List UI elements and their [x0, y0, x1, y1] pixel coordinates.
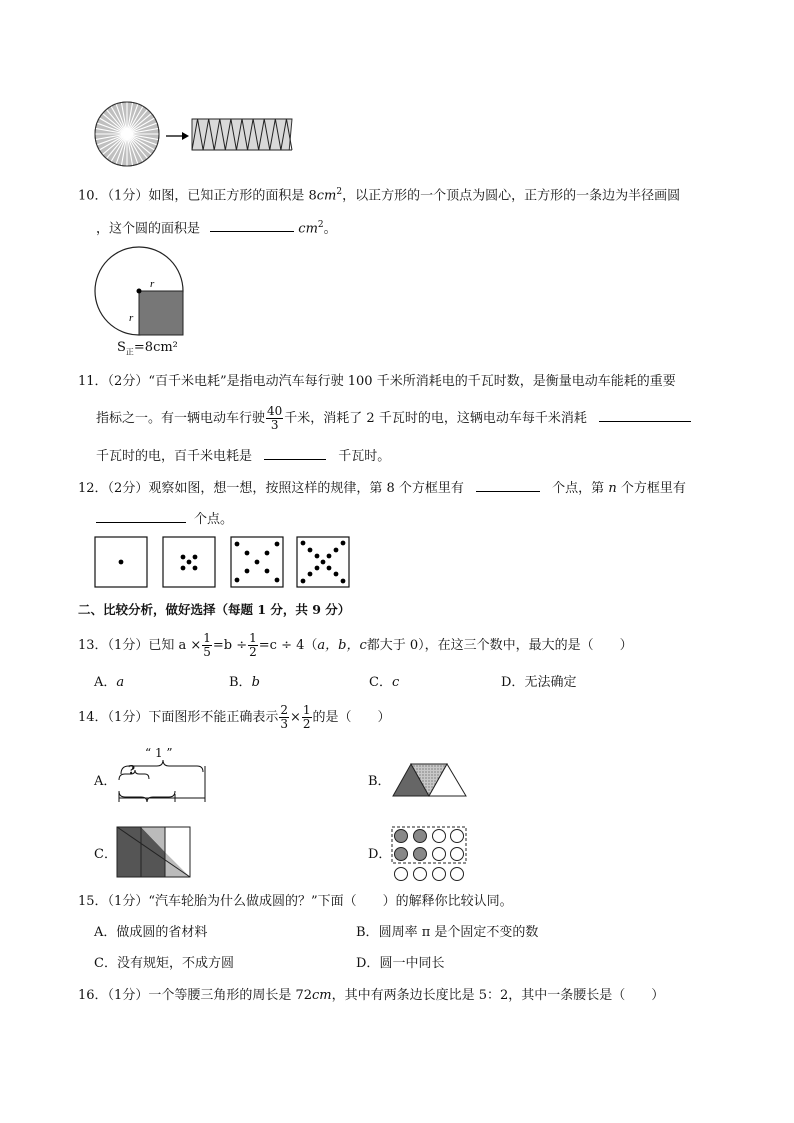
answer-blank[interactable]	[476, 477, 540, 492]
question-10-line1: 10．（1分）如图，已知正方形的面积是 $8cm^2$，以正方形的一个顶点为圆心，正方形的一条边为半径画圆	[78, 187, 681, 204]
answer-blank[interactable]	[210, 217, 294, 232]
question-11-line1: 11．（2分）“百千米电耗”是指电动汽车每行驶 100 千米所消耗电的千瓦时数，是衡量电动车能耗的重要	[78, 374, 676, 389]
radius-label: r	[129, 312, 134, 324]
option-a[interactable]: A．a	[94, 675, 125, 690]
option-d-circles	[391, 826, 471, 884]
fraction: $\frac{2}{3}$	[280, 703, 288, 731]
option-b[interactable]: B．圆周率 π 是个固定不变的数	[356, 925, 539, 940]
whole-label: “ 1 ”	[145, 746, 173, 760]
question-12-line1: 12．（2分）观察如图，想一想，按照这样的规律，第 8 个方框里有 个点，第 n 个方框里有	[78, 477, 686, 498]
question-16-stem: 16．（1分）一个等腰三角形的周长是 72cm，其中有两条边长度比是 5：2，其中一条腰长是（ ）	[78, 988, 665, 1003]
option-b[interactable]: B．	[368, 774, 391, 789]
question-10-line2: ，这个圆的面积是 $cm^2$。	[96, 216, 337, 238]
option-d[interactable]: D．圆一中同长	[356, 956, 445, 971]
option-a[interactable]: A．	[94, 774, 117, 789]
radius-label: r	[150, 278, 155, 290]
option-a-figure	[117, 744, 209, 806]
option-c[interactable]: C．c	[369, 675, 400, 690]
option-d[interactable]: D．无法确定	[501, 675, 577, 690]
circle-rearrange-figure	[92, 98, 297, 170]
segment-braces	[117, 744, 209, 806]
answer-blank[interactable]	[96, 508, 186, 523]
dot-pattern-figure	[94, 536, 350, 590]
question-11-line3: 千瓦时的电，百千米电耗是 千瓦时。	[96, 445, 390, 466]
question-13-stem: 13．（1分）已知 a × $\frac{1}{5}$ =b ÷ $\frac{1}{2}$ =c ÷ 4（a，b，c都大于 0），在这三个数中，最大的是（ ）	[78, 631, 633, 659]
answer-blank[interactable]	[264, 445, 326, 460]
question-11-line2: 指标之一。有一辆电动车行驶 $\frac{40}{3}$ 千米，消耗了 2 千瓦时的电，这辆电动车每千米消耗	[96, 402, 691, 436]
question-15-stem: 15．（1分）“汽车轮胎为什么做成圆的？”下面（ ）的解释你比较认同。	[78, 894, 513, 909]
option-c-rectangle	[116, 826, 192, 878]
option-b[interactable]: B．b	[229, 675, 260, 690]
option-b-triangles	[392, 762, 468, 798]
option-c[interactable]: C．	[94, 847, 117, 862]
fraction: $\frac{1}{5}$	[203, 631, 211, 659]
question-mark-label: ?	[128, 763, 136, 777]
circle-square-figure	[92, 246, 192, 336]
option-a[interactable]: A．做成圆的省材料	[94, 925, 208, 940]
option-c[interactable]: C．没有规矩，不成方圆	[94, 956, 234, 971]
question-14-stem: 14．（1分）下面图形不能正确表示 $\frac{2}{3}$ × $\frac{1}{2}$ 的是（ ）	[78, 703, 391, 731]
option-d[interactable]: D．	[368, 847, 392, 862]
answer-blank[interactable]	[599, 407, 691, 422]
fraction: $\frac{40}{3}$	[267, 404, 283, 432]
section-heading: 二、比较分析，做好选择（每题 1 分，共 9 分）	[78, 602, 351, 617]
fraction: $\frac{1}{2}$	[249, 631, 257, 659]
question-12-line2: 个点。	[96, 508, 233, 529]
fraction: $\frac{1}{2}$	[302, 703, 311, 731]
figure-caption: $S_正=8cm^2$	[117, 340, 178, 357]
